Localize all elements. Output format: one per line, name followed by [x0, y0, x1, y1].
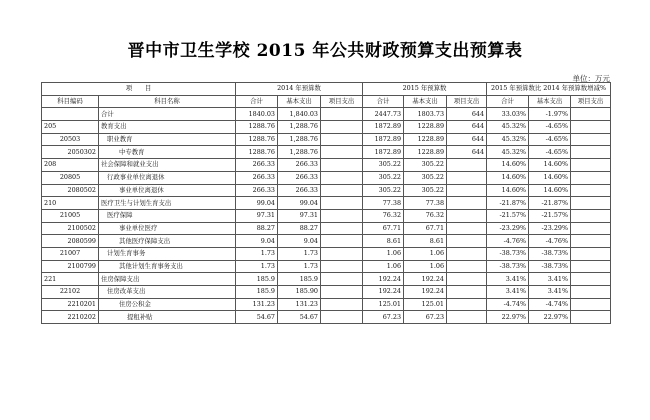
row-name: 职业教育	[99, 133, 236, 146]
project-2014	[321, 286, 363, 299]
project-change	[571, 159, 611, 172]
total-2015: 192.24	[363, 273, 404, 286]
project-2014	[321, 298, 363, 311]
total-change: -21.87%	[487, 197, 529, 210]
header-project-compare: 项目支出	[571, 95, 611, 108]
project-change	[571, 298, 611, 311]
total-change: -4.74%	[487, 298, 529, 311]
table-row	[42, 273, 611, 286]
total-2015: 67.23	[363, 311, 404, 324]
header-2015: 2015 年预算数	[363, 83, 487, 96]
row-name: 社会保障和就业支出	[99, 159, 236, 172]
header-row-1	[42, 83, 611, 96]
table-row	[42, 235, 611, 248]
row-code	[42, 108, 99, 121]
total-change: -23.29%	[487, 222, 529, 235]
basic-change: -4.65%	[529, 133, 571, 146]
row-name: 其他计划生育事务支出	[99, 260, 236, 273]
row-code: 22102	[42, 286, 99, 299]
basic-change: 3.41%	[529, 286, 571, 299]
table-row	[42, 108, 611, 121]
row-code: 205	[42, 121, 99, 134]
table-row	[42, 159, 611, 172]
total-2015: 8.61	[363, 235, 404, 248]
project-change	[571, 197, 611, 210]
total-2014: 185.9	[236, 286, 278, 299]
basic-2015: 1228.89	[404, 121, 447, 134]
row-code: 2210202	[42, 311, 99, 324]
total-2015: 77.38	[363, 197, 404, 210]
total-2015: 125.01	[363, 298, 404, 311]
basic-change: 14.60%	[529, 171, 571, 184]
basic-2015: 76.32	[404, 209, 447, 222]
total-2014: 88.27	[236, 222, 278, 235]
project-2015	[447, 235, 487, 248]
header-project-2014: 项目支出	[321, 95, 363, 108]
basic-change: -4.65%	[529, 146, 571, 159]
basic-2015: 67.71	[404, 222, 447, 235]
basic-2014: 1.73	[278, 247, 321, 260]
basic-2015: 305.22	[404, 159, 447, 172]
row-code: 208	[42, 159, 99, 172]
table-row	[42, 222, 611, 235]
project-change	[571, 133, 611, 146]
basic-change: 14.60%	[529, 184, 571, 197]
project-2014	[321, 159, 363, 172]
total-2014: 9.04	[236, 235, 278, 248]
project-2015	[447, 286, 487, 299]
basic-2015: 1228.89	[404, 133, 447, 146]
header-total-compare: 合计	[487, 95, 529, 108]
header-basic-compare: 基本支出	[529, 95, 571, 108]
row-code: 2050302	[42, 146, 99, 159]
project-2014	[321, 133, 363, 146]
total-change: 14.60%	[487, 184, 529, 197]
total-2014: 266.33	[236, 171, 278, 184]
project-2014	[321, 108, 363, 121]
project-2014	[321, 146, 363, 159]
total-2014: 54.67	[236, 311, 278, 324]
total-2014: 1.73	[236, 247, 278, 260]
row-name: 住房公积金	[99, 298, 236, 311]
project-2014	[321, 260, 363, 273]
basic-2014: 1.73	[278, 260, 321, 273]
total-change: -21.57%	[487, 209, 529, 222]
total-2015: 1.06	[363, 260, 404, 273]
basic-change: -1.97%	[529, 108, 571, 121]
table-row	[42, 298, 611, 311]
project-2014	[321, 184, 363, 197]
basic-2015: 1228.89	[404, 146, 447, 159]
basic-change: -4.65%	[529, 121, 571, 134]
total-2015: 1872.89	[363, 146, 404, 159]
basic-2014: 88.27	[278, 222, 321, 235]
row-code: 2210201	[42, 298, 99, 311]
row-name: 住房改革支出	[99, 286, 236, 299]
table-row	[42, 171, 611, 184]
project-2014	[321, 235, 363, 248]
row-code: 2100799	[42, 260, 99, 273]
project-2014	[321, 209, 363, 222]
basic-2014: 9.04	[278, 235, 321, 248]
row-name: 教育支出	[99, 121, 236, 134]
project-2015	[447, 247, 487, 260]
row-code: 2080502	[42, 184, 99, 197]
basic-2015: 1.06	[404, 260, 447, 273]
total-2015: 1872.89	[363, 133, 404, 146]
basic-2015: 192.24	[404, 273, 447, 286]
header-2014: 2014 年预算数	[236, 83, 363, 96]
header-code: 科目编码	[42, 95, 99, 108]
row-code: 20503	[42, 133, 99, 146]
table-row	[42, 260, 611, 273]
basic-2014: 266.33	[278, 184, 321, 197]
table-row	[42, 133, 611, 146]
basic-2015: 8.61	[404, 235, 447, 248]
project-2014	[321, 171, 363, 184]
project-change	[571, 286, 611, 299]
project-2015	[447, 209, 487, 222]
basic-2014: 99.04	[278, 197, 321, 210]
header-basic-2014: 基本支出	[278, 95, 321, 108]
row-name: 事业单位离退休	[99, 184, 236, 197]
project-change	[571, 209, 611, 222]
basic-2014: 185.9	[278, 273, 321, 286]
project-2014	[321, 247, 363, 260]
basic-2015: 1.06	[404, 247, 447, 260]
basic-2014: 266.33	[278, 171, 321, 184]
basic-2015: 305.22	[404, 184, 447, 197]
project-change	[571, 222, 611, 235]
row-name: 事业单位医疗	[99, 222, 236, 235]
basic-2015: 192.24	[404, 286, 447, 299]
total-change: -38.73%	[487, 260, 529, 273]
table-row	[42, 311, 611, 324]
header-compare: 2015 年预算数比 2014 年预算数增减%	[487, 83, 611, 96]
row-name: 行政事业单位离退休	[99, 171, 236, 184]
project-change	[571, 121, 611, 134]
total-2014: 185.9	[236, 273, 278, 286]
basic-2014: 1,840.03	[278, 108, 321, 121]
project-2014	[321, 197, 363, 210]
total-2014: 1288.76	[236, 121, 278, 134]
total-2014: 266.33	[236, 184, 278, 197]
total-change: 22.97%	[487, 311, 529, 324]
project-2015	[447, 260, 487, 273]
basic-change: -23.29%	[529, 222, 571, 235]
project-2014	[321, 311, 363, 324]
project-change	[571, 235, 611, 248]
project-change	[571, 273, 611, 286]
total-change: 3.41%	[487, 286, 529, 299]
header-total-2015: 合计	[363, 95, 404, 108]
basic-2014: 1,288.76	[278, 146, 321, 159]
project-2015: 644	[447, 133, 487, 146]
budget-table	[41, 82, 611, 324]
project-change	[571, 146, 611, 159]
total-2015: 305.22	[363, 171, 404, 184]
total-change: -4.76%	[487, 235, 529, 248]
project-change	[571, 184, 611, 197]
basic-2014: 97.31	[278, 209, 321, 222]
project-2015	[447, 184, 487, 197]
total-2015: 192.24	[363, 286, 404, 299]
total-2014: 1.73	[236, 260, 278, 273]
basic-change: 22.97%	[529, 311, 571, 324]
row-code: 2100502	[42, 222, 99, 235]
row-code: 210	[42, 197, 99, 210]
total-2014: 1840.03	[236, 108, 278, 121]
basic-2015: 77.38	[404, 197, 447, 210]
project-2015	[447, 273, 487, 286]
total-change: 3.41%	[487, 273, 529, 286]
basic-2014: 1,288.76	[278, 133, 321, 146]
table-row	[42, 184, 611, 197]
table-row	[42, 209, 611, 222]
total-2014: 131.23	[236, 298, 278, 311]
total-2015: 305.22	[363, 184, 404, 197]
total-change: -38.73%	[487, 247, 529, 260]
total-change: 14.60%	[487, 159, 529, 172]
page-title: 晋中市卫生学校 2015 年公共财政预算支出预算表	[127, 41, 523, 61]
project-2015	[447, 171, 487, 184]
basic-change: -21.57%	[529, 209, 571, 222]
project-2015: 644	[447, 146, 487, 159]
basic-change: 14.60%	[529, 159, 571, 172]
row-code: 2080599	[42, 235, 99, 248]
basic-2014: 131.23	[278, 298, 321, 311]
row-code: 20805	[42, 171, 99, 184]
total-2014: 99.04	[236, 197, 278, 210]
project-change	[571, 171, 611, 184]
basic-change: -38.73%	[529, 260, 571, 273]
total-2014: 1288.76	[236, 146, 278, 159]
header-total-2014: 合计	[236, 95, 278, 108]
table-row	[42, 197, 611, 210]
project-2014	[321, 121, 363, 134]
basic-change: -21.87%	[529, 197, 571, 210]
project-change	[571, 247, 611, 260]
row-name: 医疗保障	[99, 209, 236, 222]
total-2014: 266.33	[236, 159, 278, 172]
project-change	[571, 108, 611, 121]
basic-2015: 67.23	[404, 311, 447, 324]
project-2015: 644	[447, 108, 487, 121]
header-basic-2015: 基本支出	[404, 95, 447, 108]
total-2014: 1288.76	[236, 133, 278, 146]
row-name: 提租补贴	[99, 311, 236, 324]
total-2015: 76.32	[363, 209, 404, 222]
basic-2014: 185.90	[278, 286, 321, 299]
row-name: 中专教育	[99, 146, 236, 159]
project-2015: 644	[447, 121, 487, 134]
basic-change: -4.76%	[529, 235, 571, 248]
project-2015	[447, 222, 487, 235]
table-row	[42, 247, 611, 260]
total-2014: 97.31	[236, 209, 278, 222]
project-change	[571, 260, 611, 273]
project-2014	[321, 222, 363, 235]
total-2015: 67.71	[363, 222, 404, 235]
table-row	[42, 146, 611, 159]
basic-2015: 1803.73	[404, 108, 447, 121]
basic-2014: 1,288.76	[278, 121, 321, 134]
header-name: 科目名称	[99, 95, 236, 108]
total-change: 33.03%	[487, 108, 529, 121]
total-2015: 1872.89	[363, 121, 404, 134]
header-row-2	[42, 95, 611, 108]
project-2015	[447, 298, 487, 311]
project-2015	[447, 159, 487, 172]
table-row	[42, 121, 611, 134]
total-change: 45.32%	[487, 133, 529, 146]
row-code: 221	[42, 273, 99, 286]
row-code: 21005	[42, 209, 99, 222]
total-change: 14.60%	[487, 171, 529, 184]
basic-change: 3.41%	[529, 273, 571, 286]
project-2014	[321, 273, 363, 286]
total-change: 45.32%	[487, 121, 529, 134]
basic-2014: 266.33	[278, 159, 321, 172]
basic-change: -38.73%	[529, 247, 571, 260]
row-name: 医疗卫生与计划生育支出	[99, 197, 236, 210]
total-change: 45.32%	[487, 146, 529, 159]
row-name: 计划生育事务	[99, 247, 236, 260]
total-2015: 305.22	[363, 159, 404, 172]
project-change	[571, 311, 611, 324]
total-2015: 2447.73	[363, 108, 404, 121]
basic-2014: 54.67	[278, 311, 321, 324]
row-name: 其他医疗保障支出	[99, 235, 236, 248]
row-name: 住房保障支出	[99, 273, 236, 286]
table-row	[42, 286, 611, 299]
header-item: 项 目	[42, 83, 236, 96]
project-2015	[447, 311, 487, 324]
unit-label: 单位：万元	[572, 74, 610, 83]
basic-change: -4.74%	[529, 298, 571, 311]
project-2015	[447, 197, 487, 210]
header-project-2015: 项目支出	[447, 95, 487, 108]
basic-2015: 305.22	[404, 171, 447, 184]
row-code: 21007	[42, 247, 99, 260]
basic-2015: 125.01	[404, 298, 447, 311]
row-name: 合计	[99, 108, 236, 121]
total-2015: 1.06	[363, 247, 404, 260]
